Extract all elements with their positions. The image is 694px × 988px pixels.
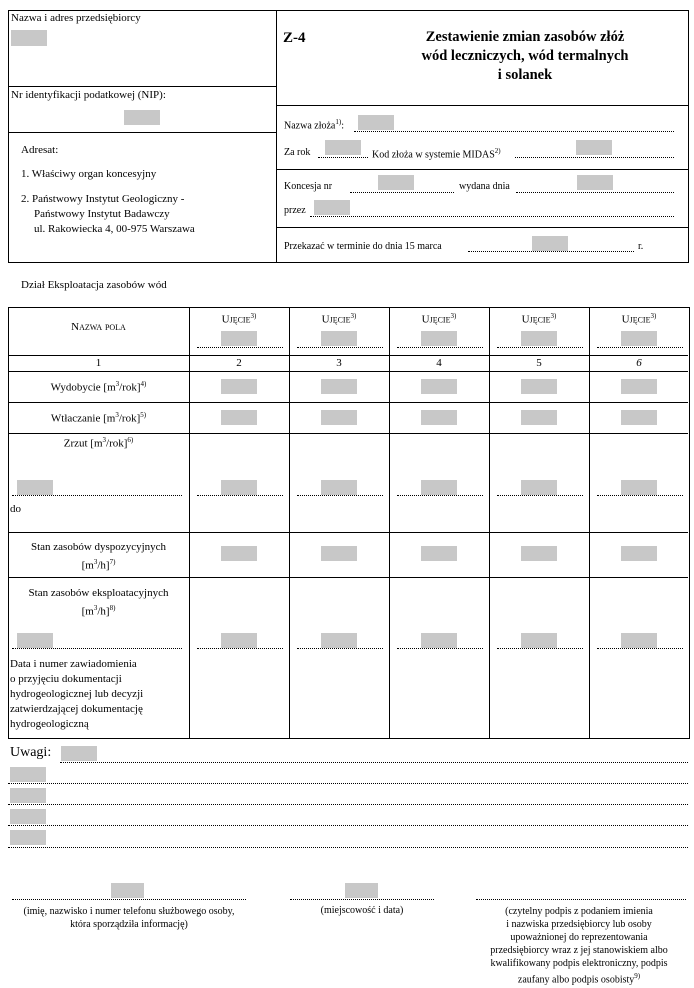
intake-line: [197, 347, 283, 348]
notice-line-1: Data i numer zawiadomienia: [10, 658, 137, 670]
exploitable-text: Stan zasobów eksploatacyjnych: [28, 587, 169, 599]
intake-field[interactable]: [421, 331, 457, 346]
discharge-line: [497, 495, 583, 496]
discharge-line: [197, 495, 283, 496]
extraction-footnote: 4): [140, 380, 147, 388]
col-number: 1: [95, 357, 102, 369]
discharge-unit-tail: /rok]: [106, 437, 128, 450]
exploitable-line: [297, 648, 383, 649]
discharge-footnote: 6): [127, 436, 134, 444]
company-label: Nazwa i adres przedsiębiorcy: [11, 12, 141, 24]
form-title-line-2: wód leczniczych, wód termalnych: [421, 48, 629, 64]
intake-text: Ujęcie: [221, 313, 251, 326]
discharge-field[interactable]: [221, 480, 257, 495]
extraction-field[interactable]: [421, 379, 457, 394]
table-row-divider: [8, 355, 688, 356]
discharge-line: [397, 495, 483, 496]
preparer-caption: [8, 905, 250, 931]
intake-footnote: 3): [650, 312, 657, 320]
form-title-line-3: i solanek: [497, 67, 553, 83]
deadline-line: [468, 251, 634, 252]
section-title: Dział Eksploatacja zasobów wód: [21, 279, 167, 291]
preparer-field[interactable]: [111, 883, 144, 898]
intake-label: [289, 312, 389, 326]
discharge-label: [8, 436, 189, 450]
remarks-line: [8, 847, 688, 848]
notice-line-2: o przyjęciu dokumentacji: [10, 673, 122, 685]
col-number: 4: [436, 357, 442, 369]
col-number: 3: [336, 357, 342, 369]
exploitable-unit-text: [m: [81, 605, 94, 618]
discharge-line: [297, 495, 383, 496]
header-divider: [276, 10, 277, 262]
table-row-divider: [8, 433, 688, 434]
exploitable-field[interactable]: [421, 633, 457, 648]
deposit-name-text: Nazwa złoża: [284, 120, 336, 132]
midas-label: [372, 147, 501, 160]
exploitable-label: [8, 586, 189, 620]
signature-caption-line-2: i nazwiska przedsiębiorcy lub osoby: [506, 919, 652, 930]
injection-unit-tail: /rok]: [118, 412, 141, 425]
signature-caption-line-3: upoważnionej do reprezentowania: [510, 932, 648, 943]
deposit-name-field[interactable]: [358, 115, 394, 130]
intake-label: [489, 312, 589, 326]
intake-line: [597, 347, 683, 348]
remarks-label: Uwagi:: [10, 745, 52, 760]
signature-caption: [470, 905, 688, 986]
company-field[interactable]: [11, 30, 47, 46]
intake-footnote: 3): [250, 312, 257, 320]
year-label: Za rok: [284, 147, 311, 158]
discharge-line: [597, 495, 683, 496]
intake-line: [497, 347, 583, 348]
intake-field[interactable]: [221, 331, 257, 346]
available-unit-text: [m: [81, 559, 94, 572]
signature-caption-line-1: (czytelny podpis z podaniem imienia: [505, 906, 653, 917]
issued-label: wydana dnia: [459, 181, 510, 192]
discharge-unit-exp: 3: [102, 436, 107, 444]
header-line: [276, 227, 688, 228]
intake-footnote: 3): [450, 312, 457, 320]
injection-field[interactable]: [221, 410, 257, 425]
header-line: [276, 169, 688, 170]
injection-field[interactable]: [321, 410, 357, 425]
intake-line: [397, 347, 483, 348]
exploitable-unit-tail: /h]: [97, 605, 110, 618]
intake-field[interactable]: [621, 331, 657, 346]
remarks-field[interactable]: [61, 746, 97, 761]
intake-text: Ujęcie: [621, 313, 651, 326]
intake-label: [589, 312, 689, 326]
injection-text: Wtłaczanie [m: [50, 412, 116, 425]
midas-footnote: 2): [494, 147, 501, 155]
deadline-suffix: r.: [638, 241, 644, 252]
extraction-text: Wydobycie [m: [50, 381, 116, 394]
table-row-divider: [8, 402, 688, 403]
exploitable-footnote: 8): [109, 604, 116, 612]
injection-footnote: 5): [140, 411, 147, 419]
intake-footnote: 3): [350, 312, 357, 320]
addressee-item-2-line-3: ul. Rakowiecka 4, 00-975 Warszawa: [34, 223, 195, 235]
injection-unit-exp: 3: [115, 411, 119, 419]
field-name-header-text: Nazwa pola: [71, 321, 126, 333]
injection-label: [8, 411, 189, 425]
extraction-field[interactable]: [521, 379, 557, 394]
form-title: [395, 28, 655, 85]
remarks-field[interactable]: [10, 788, 46, 803]
available-unit: [8, 555, 189, 574]
col-number: 6: [636, 357, 642, 369]
issued-field[interactable]: [577, 175, 613, 190]
available-text: Stan zasobów dyspozycyjnych: [30, 541, 167, 553]
header-line: [8, 86, 276, 87]
remarks-line: [8, 783, 688, 784]
discharge-field[interactable]: [321, 480, 357, 495]
form-title-line-1: Zestawienie zmian zasobów złóż: [425, 29, 625, 45]
intake-label: [189, 312, 289, 326]
preparer-caption-line-1: (imię, nazwisko i numer telefonu służbowego osoby,: [23, 906, 235, 917]
nip-label: Nr identyfikacji podatkowej (NIP):: [11, 89, 166, 101]
table-row-divider: [8, 371, 688, 372]
exploitable-field[interactable]: [321, 633, 357, 648]
intake-line: [297, 347, 383, 348]
table-row-divider: [8, 532, 688, 533]
form-code: Z-4: [283, 30, 306, 46]
addressee-label: Adresat:: [21, 144, 59, 156]
preparer-caption-line-2: która sporządziła informację): [70, 919, 188, 930]
extraction-unit-exp: 3: [115, 380, 120, 388]
remarks-line: [8, 804, 688, 805]
deadline-field[interactable]: [532, 236, 568, 251]
year-line: [318, 157, 368, 158]
place-date-field[interactable]: [345, 883, 378, 898]
midas-field[interactable]: [576, 140, 612, 155]
available-footnote: 7): [109, 558, 116, 566]
intake-field[interactable]: [521, 331, 557, 346]
place-date-caption: (miejscowość i data): [320, 905, 404, 916]
available-unit-tail: /h]: [97, 559, 110, 572]
remarks-line: [60, 762, 688, 763]
extraction-field[interactable]: [321, 379, 357, 394]
exploitable-line: [397, 648, 483, 649]
exploitable-unit-exp: 3: [93, 604, 98, 612]
midas-text: Kod złoża w systemie MIDAS: [372, 149, 495, 161]
available-field[interactable]: [421, 546, 457, 561]
remarks-field[interactable]: [10, 830, 46, 845]
header-line: [276, 105, 688, 106]
signature-caption-line-4: przedsiębiorcy wraz z jej stanowiskiem albo: [490, 945, 668, 956]
extraction-field[interactable]: [621, 379, 657, 394]
signature-caption-line-5: kwalifikowany podpis elektroniczny, podpis: [490, 958, 668, 969]
extraction-label: [8, 380, 189, 394]
available-label: [8, 540, 189, 574]
table-row-divider: [8, 577, 688, 578]
intake-text: Ujęcie: [321, 313, 351, 326]
intake-field[interactable]: [321, 331, 357, 346]
concession-line: [350, 192, 454, 193]
injection-field[interactable]: [621, 410, 657, 425]
addressee-item-2: 2. Państwowy Instytut Geologiczny -: [21, 193, 185, 205]
remarks-line: [8, 825, 688, 826]
by-label: przez: [284, 205, 306, 216]
by-line: [310, 216, 674, 217]
field-name-header: [8, 321, 189, 333]
exploitable-name-field[interactable]: [17, 633, 53, 648]
by-field[interactable]: [314, 200, 350, 215]
discharge-name-field[interactable]: [17, 480, 53, 495]
issued-line: [516, 192, 674, 193]
signature-footnote: 9): [634, 972, 641, 980]
nip-field[interactable]: [124, 110, 160, 125]
addressee-item-2-line-2: Państwowy Instytut Badawczy: [34, 208, 170, 220]
injection-field[interactable]: [521, 410, 557, 425]
remarks-field[interactable]: [10, 767, 46, 782]
exploitable-field[interactable]: [221, 633, 257, 648]
available-field[interactable]: [621, 546, 657, 561]
signature-line: [476, 899, 686, 900]
discharge-to-label: do: [10, 503, 21, 515]
discharge-field[interactable]: [521, 480, 557, 495]
available-field[interactable]: [221, 546, 257, 561]
notice-line-4: zatwierdzającej dokumentację: [10, 703, 143, 715]
preparer-line: [12, 899, 246, 900]
exploitable-field[interactable]: [621, 633, 657, 648]
addressee-item-1: 1. Właściwy organ koncesyjny: [21, 168, 157, 180]
discharge-text: Zrzut [m: [63, 437, 103, 450]
available-field[interactable]: [521, 546, 557, 561]
extraction-unit-tail: /rok]: [119, 381, 141, 394]
exploitable-line: [12, 648, 182, 649]
exploitable-line: [497, 648, 583, 649]
exploitable-line: [197, 648, 283, 649]
available-unit-exp: 3: [93, 558, 98, 566]
concession-label: Koncesja nr: [284, 181, 333, 192]
place-date-line: [290, 899, 434, 900]
col-number: 5: [536, 357, 542, 369]
exploitable-line: [597, 648, 683, 649]
notice-line-3: hydrogeologicznej lub decyzji: [10, 688, 144, 700]
extraction-field[interactable]: [221, 379, 257, 394]
col-number: 2: [236, 357, 242, 369]
signature-caption-line-6: [470, 970, 688, 986]
exploitable-unit: [8, 601, 189, 620]
discharge-line: [12, 495, 182, 496]
deposit-name-line: [354, 131, 674, 132]
concession-field[interactable]: [378, 175, 414, 190]
intake-text: Ujęcie: [521, 313, 551, 326]
exploitable-field[interactable]: [521, 633, 557, 648]
deposit-name-label: Nazwa złoża$^{1)}$:: [284, 118, 344, 132]
injection-field[interactable]: [421, 410, 457, 425]
remarks-field[interactable]: [10, 809, 46, 824]
year-field[interactable]: [325, 140, 361, 155]
notice-line-5: hydrogeologiczną: [10, 718, 89, 730]
intake-label: [389, 312, 489, 326]
deadline-label: Przekazać w terminie do dnia 15 marca: [284, 241, 442, 252]
notice-text: [10, 657, 143, 732]
midas-line: [515, 157, 674, 158]
intake-footnote: 3): [550, 312, 557, 320]
discharge-field[interactable]: [621, 480, 657, 495]
discharge-field[interactable]: [421, 480, 457, 495]
available-field[interactable]: [321, 546, 357, 561]
signature-caption-line-6-text: zaufany albo podpis osobisty: [517, 974, 635, 986]
deposit-name-footnote: 1): [335, 118, 342, 126]
header-line: [8, 132, 276, 133]
intake-text: Ujęcie: [421, 313, 451, 326]
